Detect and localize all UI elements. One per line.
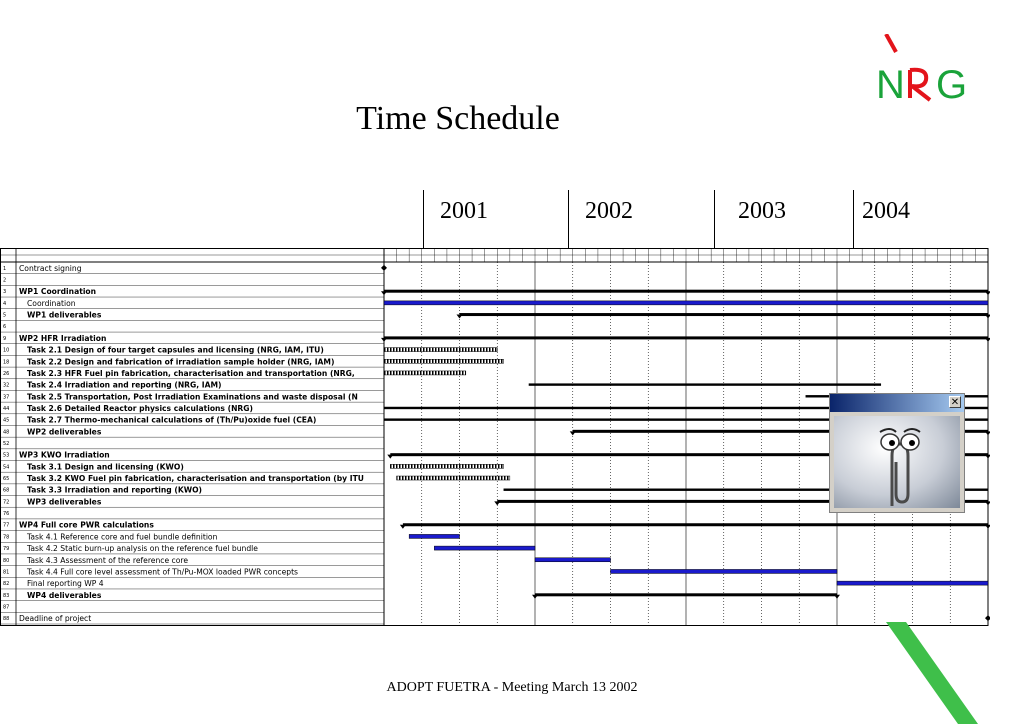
- gantt-milestone: [985, 615, 990, 621]
- gantt-task-name: WP1 Coordination: [19, 287, 97, 297]
- gantt-task-id: 88: [3, 616, 10, 623]
- gantt-summary-cap-start: [400, 525, 406, 529]
- gantt-task-id: 4: [3, 300, 7, 307]
- gantt-task-id: 5: [3, 312, 7, 319]
- gantt-task-name: Task 2.7 Thermo-mechanical calculations of (Th/Pu)oxide fuel (CEA): [27, 415, 317, 425]
- close-icon[interactable]: ✕: [950, 397, 960, 408]
- assistant-title-bar[interactable]: [830, 394, 964, 412]
- gantt-task-id: 72: [3, 499, 10, 506]
- gantt-task-name: Task 3.3 Irradiation and reporting (KWO): [27, 485, 203, 495]
- gantt-task-name: Task 2.4 Irradiation and reporting (NRG, IAM): [27, 380, 222, 390]
- gantt-task-id: 80: [3, 557, 10, 564]
- gantt-task-id: 78: [3, 534, 10, 541]
- gantt-task-bar: [384, 371, 466, 375]
- assistant-body[interactable]: [834, 416, 960, 508]
- gantt-task-id: 45: [3, 417, 10, 424]
- gantt-task-name: WP2 HFR Irradiation: [19, 333, 107, 343]
- gantt-task-name: WP1 deliverables: [27, 310, 102, 320]
- year-label-2002: 2002: [585, 198, 633, 224]
- gantt-task-id: 44: [3, 405, 10, 412]
- gantt-task-name: Task 2.2 Design and fabrication of irradiation sample holder (NRG, IAM): [27, 357, 335, 367]
- gantt-summary-bar: [535, 593, 837, 596]
- gantt-task-name: Task 3.1 Design and licensing (KWO): [27, 462, 184, 472]
- gantt-task-id: 79: [3, 546, 10, 553]
- gantt-task-bar: [837, 581, 988, 585]
- gantt-task-name: Coordination: [27, 298, 76, 308]
- gantt-task-name: Final reporting WP 4: [27, 579, 104, 589]
- gantt-task-name: Task 4.1 Reference core and fuel bundle definition: [27, 532, 218, 542]
- gantt-task-bar: [390, 464, 503, 468]
- gantt-summary-bar: [384, 290, 988, 293]
- gantt-task-id: 26: [3, 370, 10, 377]
- gantt-summary-cap-start: [387, 455, 393, 459]
- gantt-task-name: Task 3.2 KWO Fuel pin fabrication, characterisation and transportation (by ITU: [27, 474, 364, 484]
- gantt-task-name: Task 4.3 Assessment of the reference core: [27, 555, 188, 565]
- nrg-logo: [872, 34, 982, 106]
- gantt-task-id: 2: [3, 277, 7, 284]
- gantt-task-id: 68: [3, 487, 10, 494]
- gantt-task-bar: [434, 546, 535, 550]
- gantt-task-bar: [409, 534, 459, 538]
- gantt-summary-cap-start: [381, 338, 387, 342]
- gantt-summary-cap-start: [381, 291, 387, 295]
- gantt-task-id: 48: [3, 429, 10, 436]
- gantt-task-id: 76: [3, 511, 10, 518]
- gantt-task-id: 10: [3, 347, 10, 354]
- gantt-task-name: WP4 Full core PWR calculations: [19, 520, 154, 530]
- gantt-task-bar: [397, 476, 510, 480]
- gantt-task-bar: [611, 569, 838, 573]
- year-label-2004: 2004: [862, 198, 910, 224]
- gantt-task-name: Task 2.3 HFR Fuel pin fabrication, characterisation and transportation (NRG,: [27, 368, 355, 378]
- gantt-summary-cap-start: [494, 501, 500, 505]
- gantt-task-id: 18: [3, 359, 10, 366]
- gantt-task-name: Task 2.6 Detailed Reactor physics calculations (NRG): [27, 403, 253, 413]
- gantt-task-id: 1: [3, 265, 7, 272]
- gantt-task-id: 37: [3, 394, 10, 401]
- gantt-task-id: 54: [3, 464, 10, 471]
- gantt-task-id: 6: [3, 324, 7, 331]
- svg-text:G: G: [936, 63, 968, 106]
- gantt-task-name: Task 2.5 Transportation, Post Irradiation Examinations and waste disposal (N: [27, 392, 358, 402]
- gantt-task-name: WP4 deliverables: [27, 590, 102, 600]
- gantt-summary-bar: [384, 336, 988, 339]
- gantt-task-bar: [384, 348, 497, 352]
- gantt-task-bar: [535, 558, 611, 562]
- gantt-task-bar: [529, 383, 881, 385]
- gantt-task-name: Task 2.1 Design of four target capsules and licensing (NRG, IAM, ITU): [27, 345, 324, 355]
- gantt-task-name: WP2 deliverables: [27, 427, 102, 437]
- gantt-summary-cap-start: [532, 595, 538, 599]
- gantt-task-id: 52: [3, 441, 10, 447]
- gantt-task-id: 77: [3, 522, 10, 529]
- gantt-task-name: Task 4.2 Static burn-up analysis on the reference fuel bundle: [27, 544, 258, 554]
- gantt-task-bar: [384, 301, 988, 305]
- slide-title: Time Schedule: [356, 100, 560, 137]
- gantt-task-id: 53: [3, 452, 10, 459]
- gantt-task-id: 65: [3, 476, 10, 483]
- gantt-task-name: Deadline of project: [19, 614, 92, 624]
- gantt-summary-bar: [403, 523, 988, 526]
- gantt-summary-cap-start: [570, 431, 576, 435]
- slide-footer: ADOPT FUETRA - Meeting March 13 2002: [386, 680, 638, 695]
- year-divider: [423, 190, 424, 248]
- gantt-summary-bar: [460, 313, 989, 316]
- gantt-task-id: 83: [3, 592, 10, 599]
- year-label-2001: 2001: [440, 198, 488, 224]
- paperclip-icon: [834, 416, 962, 510]
- gantt-task-bar: [384, 359, 504, 363]
- gantt-summary-cap-end: [834, 595, 840, 599]
- year-divider: [568, 190, 569, 248]
- gantt-task-id: 82: [3, 581, 10, 588]
- gantt-summary-cap-start: [457, 315, 463, 319]
- svg-text:N: N: [876, 63, 905, 106]
- gantt-task-name: WP3 KWO Irradiation: [19, 450, 110, 460]
- gantt-task-id: 3: [3, 289, 7, 296]
- office-assistant-window[interactable]: [829, 393, 965, 513]
- gantt-task-name: Contract signing: [19, 263, 82, 273]
- gantt-task-name: Task 4.4 Full core level assessment of Th/Pu-MOX loaded PWR concepts: [27, 567, 298, 577]
- gantt-milestone: [381, 265, 387, 271]
- year-divider: [714, 190, 715, 248]
- gantt-task-id: 32: [3, 382, 10, 389]
- green-stripe-decoration: [880, 622, 980, 724]
- gantt-task-name: WP3 deliverables: [27, 497, 102, 507]
- year-divider: [853, 190, 854, 248]
- gantt-task-id: 87: [3, 604, 10, 611]
- gantt-task-id: 81: [3, 569, 10, 576]
- gantt-task-id: 9: [3, 335, 7, 342]
- year-label-2003: 2003: [738, 198, 786, 224]
